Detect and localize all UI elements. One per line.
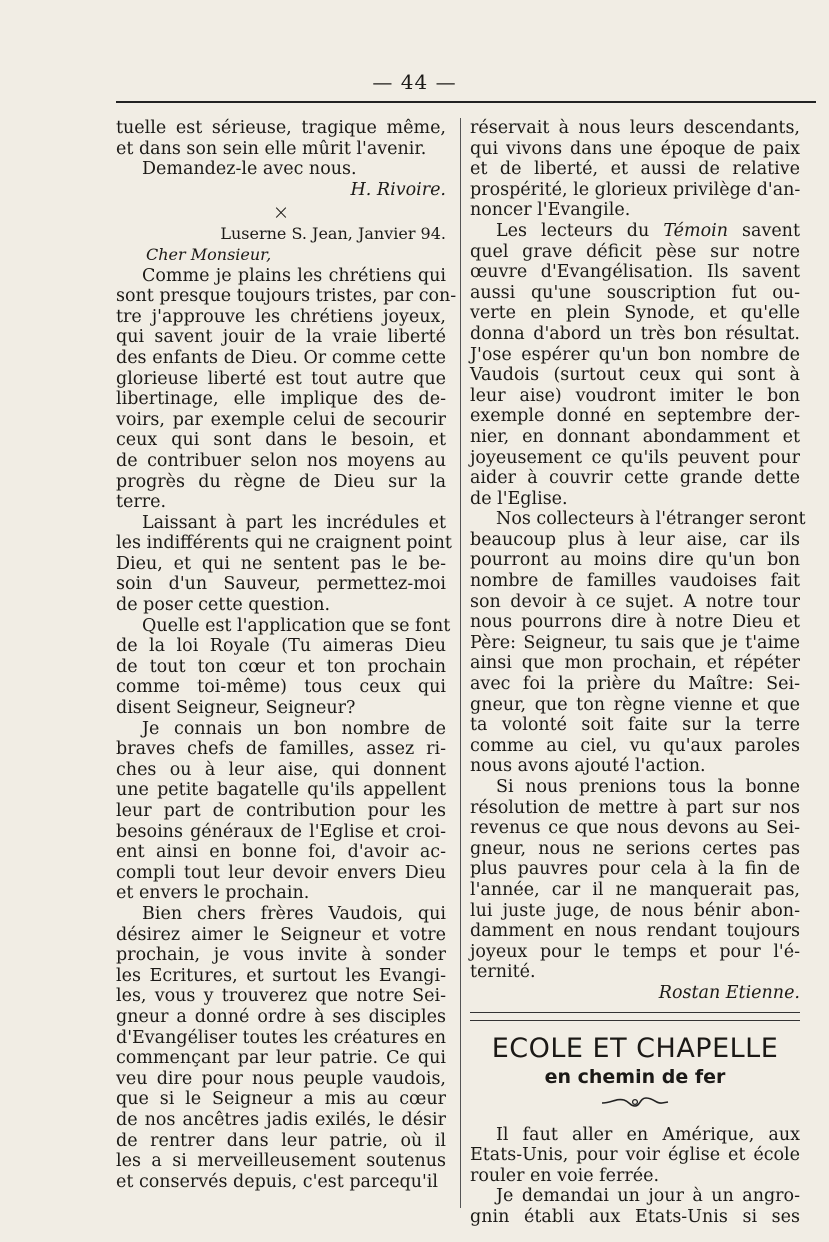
text-line: gnin établi aux Etats-Unis si ses <box>470 1206 800 1227</box>
text-line: disent Seigneur, Seigneur? <box>116 698 356 719</box>
text-line: commençant par leur patrie. Ce qui <box>116 1048 446 1069</box>
signature: Rostan Etienne. <box>658 982 800 1003</box>
text-line: nier, en donnant abondamment et <box>470 426 800 447</box>
text-line: verte en plein Synode, et qu'elle <box>470 303 800 324</box>
text-line: sont presque toujours tristes, par con- <box>116 286 457 307</box>
text-line: son devoir à ce sujet. A notre tour <box>470 591 800 612</box>
double-rule <box>470 1012 800 1021</box>
text-line: qui savent jouir de la vraie liberté <box>116 327 446 348</box>
text-line: avec foi la prière du Maître: Sei- <box>470 674 800 695</box>
text-line: œuvre d'Evangélisation. Ils savent <box>470 262 800 283</box>
text-line: Quelle est l'application que se font <box>142 615 451 636</box>
text-line: exemple donné en septembre der- <box>470 406 800 427</box>
text-line: et conservés depuis, c'est parcequ'il <box>116 1171 438 1192</box>
text-line: gneur, nous ne serions certes pas <box>470 838 800 859</box>
paragraph <box>116 159 446 180</box>
text-line: des enfants de Dieu. Or comme cette <box>116 347 446 368</box>
text-line: Etats-Unis, pour voir église et école <box>470 1145 800 1166</box>
text-line: Je demandai un jour à un angro- <box>496 1186 800 1207</box>
paragraph <box>470 1125 800 1187</box>
text-line: aussi qu'une souscription fut ou- <box>470 282 800 303</box>
text-line: donna d'abord un très bon résultat. <box>470 323 800 344</box>
text-line: joyeusement ce qu'ils peuvent pour <box>470 447 800 468</box>
text-line: et dans son sein elle mûrit l'avenir. <box>116 138 427 159</box>
paragraph <box>470 777 800 983</box>
text-line: Je connais un bon nombre de <box>142 718 446 739</box>
text-line: prospérité, le glorieux privilège d'an- <box>470 179 801 200</box>
text-line: d'Evangéliser toutes les créatures en <box>116 1027 446 1048</box>
section-subtitle: en chemin de fer <box>544 1065 726 1088</box>
text-line: résolution de mettre à part sur nos <box>470 797 800 818</box>
text-line: que si le Seigneur a mis au cœur <box>116 1089 446 1110</box>
text-line: nous pourrons dire à notre Dieu et <box>470 612 800 633</box>
text-line: nombre de familles vaudoises fait <box>470 571 800 592</box>
text-line: de contribuer selon nos moyens au <box>116 450 446 471</box>
signature: H. Rivoire. <box>350 179 446 200</box>
text-line: de poser cette question. <box>116 595 331 616</box>
text-line: désirez aimer le Seigneur et votre <box>116 924 446 945</box>
text-line: joyeux pour le temps et pour l'é- <box>470 941 800 962</box>
text-line: nous avons ajouté l'action. <box>470 756 706 777</box>
text-line: qui vivons dans une époque de paix <box>470 138 800 159</box>
text-line: réservait à nous leurs descendants, <box>470 118 800 138</box>
text-line: ent ainsi en bonne foi, d'avoir ac- <box>116 842 446 863</box>
text-line: ta volonté soit faite sur la terre <box>470 715 800 736</box>
text-line: les a si merveilleusement soutenus <box>116 1151 446 1172</box>
text-line: de tout ton cœur et ton prochain <box>116 656 446 677</box>
text-line: Dieu, et qui ne sentent pas le be- <box>116 553 446 574</box>
text-line: soin d'un Sauveur, permettez-moi <box>116 574 446 595</box>
text-line: noncer l'Evangile. <box>470 200 631 221</box>
text-line: terre. <box>116 492 167 513</box>
text-line: les Ecritures, et surtout les Evangi- <box>116 965 446 986</box>
text-line: Nos collecteurs à l'étranger seront <box>496 509 806 530</box>
text-line: de l'Eglise. <box>470 488 568 509</box>
text-line: tre j'approuve les chrétiens joyeux, <box>116 306 446 327</box>
text-line: ceux qui sont dans le besoin, et <box>116 430 446 451</box>
header-rule <box>116 101 816 103</box>
ornament-flourish <box>600 1095 670 1109</box>
text-line: Père: Seigneur, tu sais que je t'aime <box>470 632 800 653</box>
text-line: Laissant à part les incrédules et <box>142 512 446 533</box>
text-line: libertinage, elle implique des de- <box>116 389 446 410</box>
text-line: ternité. <box>470 962 536 983</box>
letter-salutation: Cher Monsieur, <box>146 244 272 264</box>
text-line: Bien chers frères Vaudois, qui <box>142 903 446 924</box>
paragraph <box>116 265 457 513</box>
text-line: les indifférents qui ne craignent point <box>116 533 452 554</box>
text-line: comme toi-même) tous ceux qui <box>116 677 446 698</box>
paragraph <box>470 509 806 777</box>
text-line: beaucoup plus à leur aise, car ils <box>470 529 800 550</box>
paragraph <box>116 615 451 719</box>
paragraph <box>116 719 446 904</box>
text-line: progrès du règne de Dieu sur la <box>116 471 446 492</box>
text-line: glorieuse liberté est tout autre que <box>116 368 446 389</box>
section-title: ECOLE ET CHAPELLE <box>491 1032 779 1064</box>
text-line: Les lecteurs du Témoin savent <box>496 220 800 241</box>
text-line: prochain, je vous invite à sonder <box>116 945 446 966</box>
column-divider <box>460 118 461 1208</box>
text-line: pourront au moins dire qu'un bon <box>470 550 800 571</box>
text-line: de la loi Royale (Tu aimeras Dieu <box>116 636 446 657</box>
text-line: leur part de contribution pour les <box>116 801 446 821</box>
text-line: damment en nous rendant toujours <box>470 921 800 942</box>
text-line: et envers le prochain. <box>116 883 310 904</box>
page-number: — 44 — <box>372 70 457 94</box>
text-line: Si nous prenions tous la bonne <box>496 777 800 797</box>
text-line: tuelle est sérieuse, tragique même, <box>116 118 446 138</box>
text-line: l'année, car il ne manquerait pas, <box>470 879 800 900</box>
text-line: veu dire pour nous peuple vaudois, <box>116 1068 446 1089</box>
text-line: les, vous y trouverez que notre Sei- <box>116 986 446 1007</box>
text-line: rouler en voie ferrée. <box>470 1165 660 1186</box>
text-line: lui juste juge, de nous bénir abon- <box>470 900 800 921</box>
text-line: gneur, que ton règne vienne et que <box>470 694 800 715</box>
text-line: J'ose espérer qu'un bon nombre de <box>470 344 800 365</box>
text-line: ches ou à leur aise, qui donnent <box>116 759 446 780</box>
newspaper-name: Témoin <box>663 220 728 241</box>
text-line: Vaudois (surtout ceux qui sont à <box>470 365 800 386</box>
paragraph <box>470 221 800 509</box>
text-line: ainsi que mon prochain, et répéter <box>470 653 800 674</box>
text-line: plus pauvres pour cela à la fin de <box>470 859 800 880</box>
text-line: comme au ciel, vu qu'aux paroles <box>470 735 800 756</box>
paragraph <box>470 118 800 221</box>
text-line: besoins généraux de l'Eglise et croi- <box>116 821 446 842</box>
text-line: quel grave déficit pèse sur notre <box>470 241 800 262</box>
text-line: braves chefs de familles, assez ri- <box>116 739 446 760</box>
paragraph <box>470 1186 800 1227</box>
text-line: revenus ce que nous devons au Sei- <box>470 818 800 839</box>
text-line: Comme je plains les chrétiens qui <box>142 265 446 286</box>
letter-dateline: Luserne S. Jean, Janvier 94. <box>220 224 446 244</box>
paragraph <box>116 512 452 616</box>
right-column <box>470 118 806 1228</box>
text-line: et de liberté, et aussi de relative <box>470 159 800 180</box>
text-line: leur aise) voudront imiter le bon <box>470 385 800 406</box>
text-line: une petite bagatelle qu'ils appellent <box>116 780 446 801</box>
text-line: Demandez-le avec nous. <box>142 159 357 180</box>
text-line: compli tout leur devoir envers Dieu <box>116 862 446 883</box>
paragraph <box>116 904 446 1192</box>
text-line: aider à couvrir cette grande dette <box>470 468 800 489</box>
text-line: de rentrer dans leur patrie, où il <box>116 1130 446 1151</box>
section-cross-separator: × <box>272 200 290 225</box>
paragraph <box>116 118 446 159</box>
text-line: Il faut aller en Amérique, aux <box>496 1124 800 1145</box>
text-line: de nos ancêtres jadis exilés, le désir <box>116 1109 446 1130</box>
left-column <box>116 118 457 1192</box>
text-line: gneur a donné ordre à ses disciples <box>116 1006 446 1027</box>
text-line: voirs, par exemple celui de secourir <box>116 409 446 430</box>
